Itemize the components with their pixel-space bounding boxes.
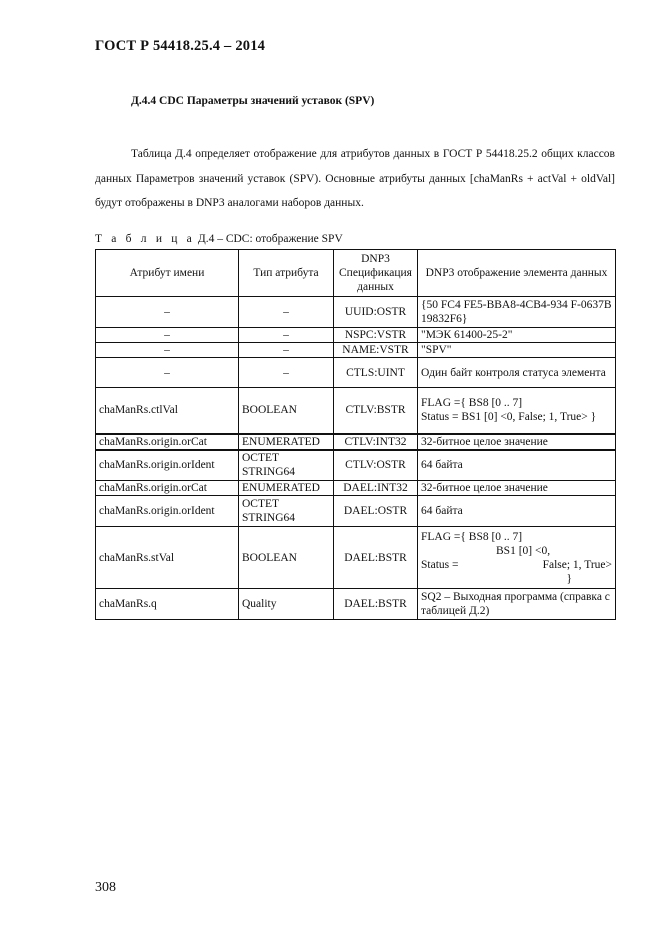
cell-dnp3-mapping: {50 FC4 FE5-BBA8-4CB4-934 F-0637B 19832F6} — [418, 297, 616, 328]
type-line: STRING64 — [242, 466, 296, 479]
table-row — [96, 328, 616, 343]
cell-attr-name: chaManRs.origin.orCat — [96, 481, 239, 496]
table-row — [96, 343, 616, 358]
cell-attr-type: BOOLEAN — [239, 527, 334, 589]
cell-attr-type: – — [239, 358, 334, 388]
table-row — [96, 450, 616, 481]
cell-attr-name: chaManRs.stVal — [96, 527, 239, 589]
header-dnp3-mapping: DNP3 отображение элемента данных — [418, 250, 616, 297]
intro-paragraph-text: Таблица Д.4 определяет отображение для атрибутов данных в ГОСТ Р 54418.25.2 общих классов данных Параметров значений уставок (SPV). Основные атрибуты данных [chaManRs + actVal + oldVal] будут отображены в DNP3 аналогами наборов данных. — [95, 148, 615, 209]
cell-dnp3-spec: CTLV:OSTR — [334, 450, 418, 481]
cell-attr-type: ENUMERATED — [239, 481, 334, 496]
header-dnp3-spec-line1: DNP3 — [361, 253, 390, 265]
table-row — [96, 358, 616, 388]
table-caption — [95, 233, 343, 245]
cell-attr-name: chaManRs.origin.orIdent — [96, 496, 239, 527]
cell-dnp3-spec: CTLS:UINT — [334, 358, 418, 388]
section-title: Д.4.4 CDC Параметры значений уставок (SPV) — [131, 95, 375, 107]
header-attr-type: Тип атрибута — [239, 250, 334, 297]
cell-dnp3-mapping: 64 байта — [418, 450, 616, 481]
table-row — [96, 589, 616, 620]
cell-dnp3-spec: UUID:OSTR — [334, 297, 418, 328]
intro-paragraph — [95, 142, 615, 216]
cell-dnp3-spec: DAEL:BSTR — [334, 527, 418, 589]
header-dnp3-spec — [334, 250, 418, 297]
cell-attr-name: chaManRs.q — [96, 589, 239, 620]
cell-attr-type: – — [239, 328, 334, 343]
cell-attr-name: chaManRs.ctlVal — [96, 388, 239, 434]
cell-attr-type — [239, 496, 334, 527]
cell-dnp3-spec: DAEL:BSTR — [334, 589, 418, 620]
mapping-line: BS1 [0] <0, — [496, 544, 551, 557]
cell-dnp3-mapping: 32-битное целое значение — [418, 481, 616, 496]
cell-attr-name: – — [96, 297, 239, 328]
mapping-line: } — [566, 572, 572, 585]
cell-attr-name: chaManRs.origin.orIdent — [96, 450, 239, 481]
cell-attr-name: – — [96, 343, 239, 358]
cell-dnp3-spec: CTLV:INT32 — [334, 434, 418, 450]
document-header: ГОСТ Р 54418.25.4 – 2014 — [95, 38, 266, 54]
spv-mapping-table — [95, 249, 616, 620]
cell-dnp3-mapping — [418, 388, 616, 434]
mapping-line: Status = BS1 [0] <0, False; 1, True> } — [421, 411, 597, 424]
table-row — [96, 496, 616, 527]
table-header-row — [96, 250, 616, 297]
cell-attr-type: – — [239, 297, 334, 328]
cell-attr-type: ENUMERATED — [239, 434, 334, 450]
mapping-line-part: Status = — [421, 558, 459, 571]
mapping-line-part: False; 1, True> — [542, 558, 612, 571]
cell-dnp3-spec: NAME:VSTR — [334, 343, 418, 358]
cell-dnp3-mapping: SQ2 – Выходная программа (справка с таблицей Д.2) — [418, 589, 616, 620]
cell-dnp3-spec: NSPC:VSTR — [334, 328, 418, 343]
type-line: STRING64 — [242, 512, 296, 524]
type-line: OCTET — [242, 498, 280, 510]
cell-dnp3-spec: DAEL:OSTR — [334, 496, 418, 527]
table-row — [96, 388, 616, 434]
cell-dnp3-mapping — [418, 527, 616, 589]
cell-attr-name: – — [96, 328, 239, 343]
header-dnp3-spec-line2: Спецификация — [339, 267, 412, 279]
cell-attr-name: – — [96, 358, 239, 388]
cell-dnp3-mapping: Один байт контроля статуса элемента — [418, 358, 616, 388]
cell-dnp3-mapping: "SPV" — [418, 343, 616, 358]
page-number: 308 — [95, 880, 116, 895]
type-line: OCTET — [242, 452, 280, 465]
table-caption-prefix: Т а б л и ц а — [95, 233, 195, 245]
cell-attr-name: chaManRs.origin.orCat — [96, 434, 239, 450]
header-attr-name: Атрибут имени — [96, 250, 239, 297]
mapping-line: FLAG ={ BS8 [0 .. 7] — [421, 397, 523, 410]
mapping-line: FLAG ={ BS8 [0 .. 7] — [421, 530, 523, 543]
cell-attr-type: – — [239, 343, 334, 358]
cell-dnp3-mapping: "МЭК 61400-25-2" — [418, 328, 616, 343]
cell-dnp3-mapping: 64 байта — [418, 496, 616, 527]
table-row — [96, 527, 616, 589]
header-dnp3-spec-line3: данных — [357, 281, 394, 293]
cell-attr-type: Quality — [239, 589, 334, 620]
cell-attr-type — [239, 450, 334, 481]
table-row — [96, 297, 616, 328]
cell-dnp3-spec: DAEL:INT32 — [334, 481, 418, 496]
cell-attr-type: BOOLEAN — [239, 388, 334, 434]
table-row — [96, 481, 616, 496]
cell-dnp3-mapping: 32-битное целое значение — [418, 434, 616, 450]
cell-dnp3-spec: CTLV:BSTR — [334, 388, 418, 434]
mapping-line — [421, 558, 612, 572]
table-caption-text: Д.4 – CDC: отображение SPV — [194, 233, 343, 245]
table-row — [96, 434, 616, 450]
